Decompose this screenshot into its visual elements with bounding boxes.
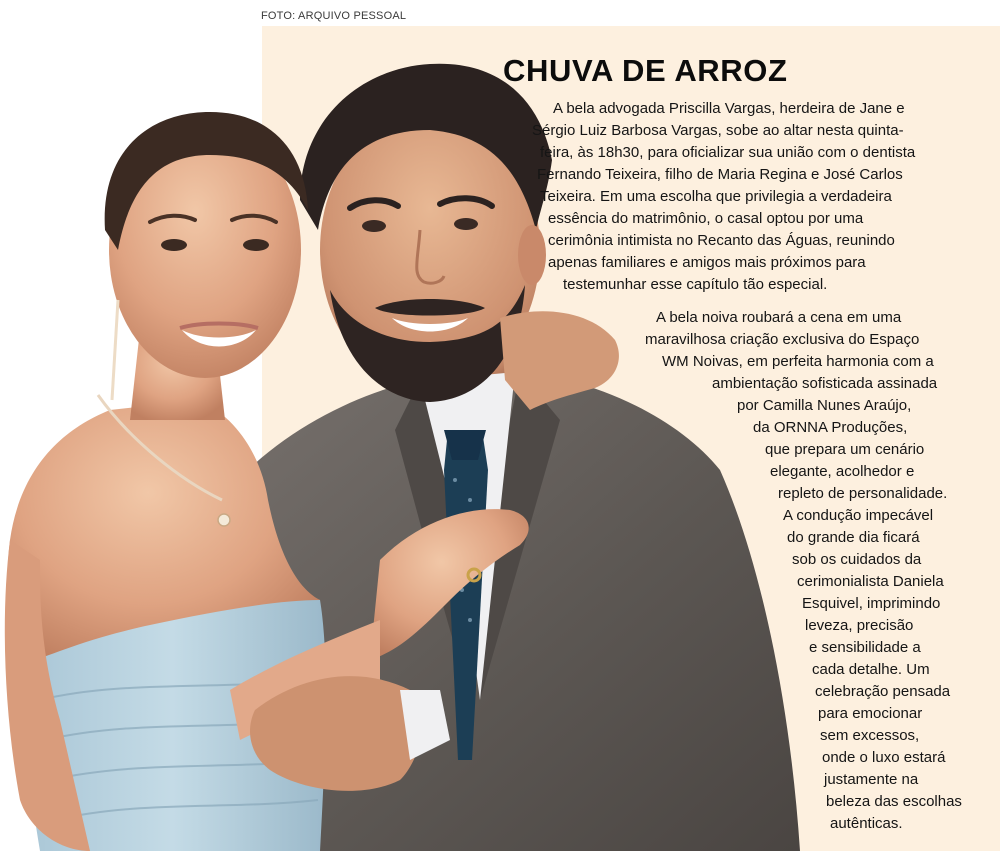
article-line: testemunhar esse capítulo tão especial. [563,276,828,293]
article-line: ambientação sofisticada assinada [712,375,938,392]
article-line: celebração pensada [815,683,951,700]
photo-credit: FOTO: ARQUIVO PESSOAL [261,10,407,22]
article-line: onde o luxo estará [822,749,946,766]
article-line: justamente na [824,771,919,788]
article-line: cerimonialista Daniela [797,573,944,590]
article-line: da ORNNA Produções, [753,419,908,436]
article-line: elegante, acolhedor e [770,463,915,480]
article-line: por Camilla Nunes Araújo, [737,397,912,414]
article-line: e sensibilidade a [809,639,921,656]
article-line: sob os cuidados da [792,551,922,568]
article-line: cada detalhe. Um [812,661,930,678]
article-line: A bela noiva roubará a cena em uma [656,309,902,326]
article-line: leveza, precisão [805,617,914,634]
article-line: Esquivel, imprimindo [802,595,941,612]
article-line: apenas familiares e amigos mais próximos para [548,254,866,271]
article-line: A condução impecável [783,507,934,524]
article-line: maravilhosa criação exclusiva do Espaço [645,331,920,348]
article-line: WM Noivas, em perfeita harmonia com a [662,353,934,370]
article-line: A bela advogada Priscilla Vargas, herdeira de Jane e [553,100,905,117]
article-line: cerimônia intimista no Recanto das Águas, reunindo [548,232,895,249]
article-line: que prepara um cenário [765,441,925,458]
article-line: sem excessos, [820,727,920,744]
article-line: essência do matrimônio, o casal optou por uma [548,210,864,227]
article-line: feira, às 18h30, para oficializar sua união com o dentista [540,144,916,161]
article-line: do grande dia ficará [787,529,920,546]
article-line: autênticas. [830,815,903,832]
article-line: Fernando Teixeira, filho de Maria Regina e José Carlos [537,166,903,183]
headline: CHUVA DE ARROZ [503,53,788,88]
article-line: beleza das escolhas [826,793,962,810]
article-line: Teixeira. Em uma escolha que privilegia a verdadeira [540,188,892,205]
article-line: repleto de personalidade. [778,485,948,502]
article-line: para emocionar [818,705,923,722]
article-line: Sérgio Luiz Barbosa Vargas, sobe ao altar nesta quinta- [532,122,904,139]
